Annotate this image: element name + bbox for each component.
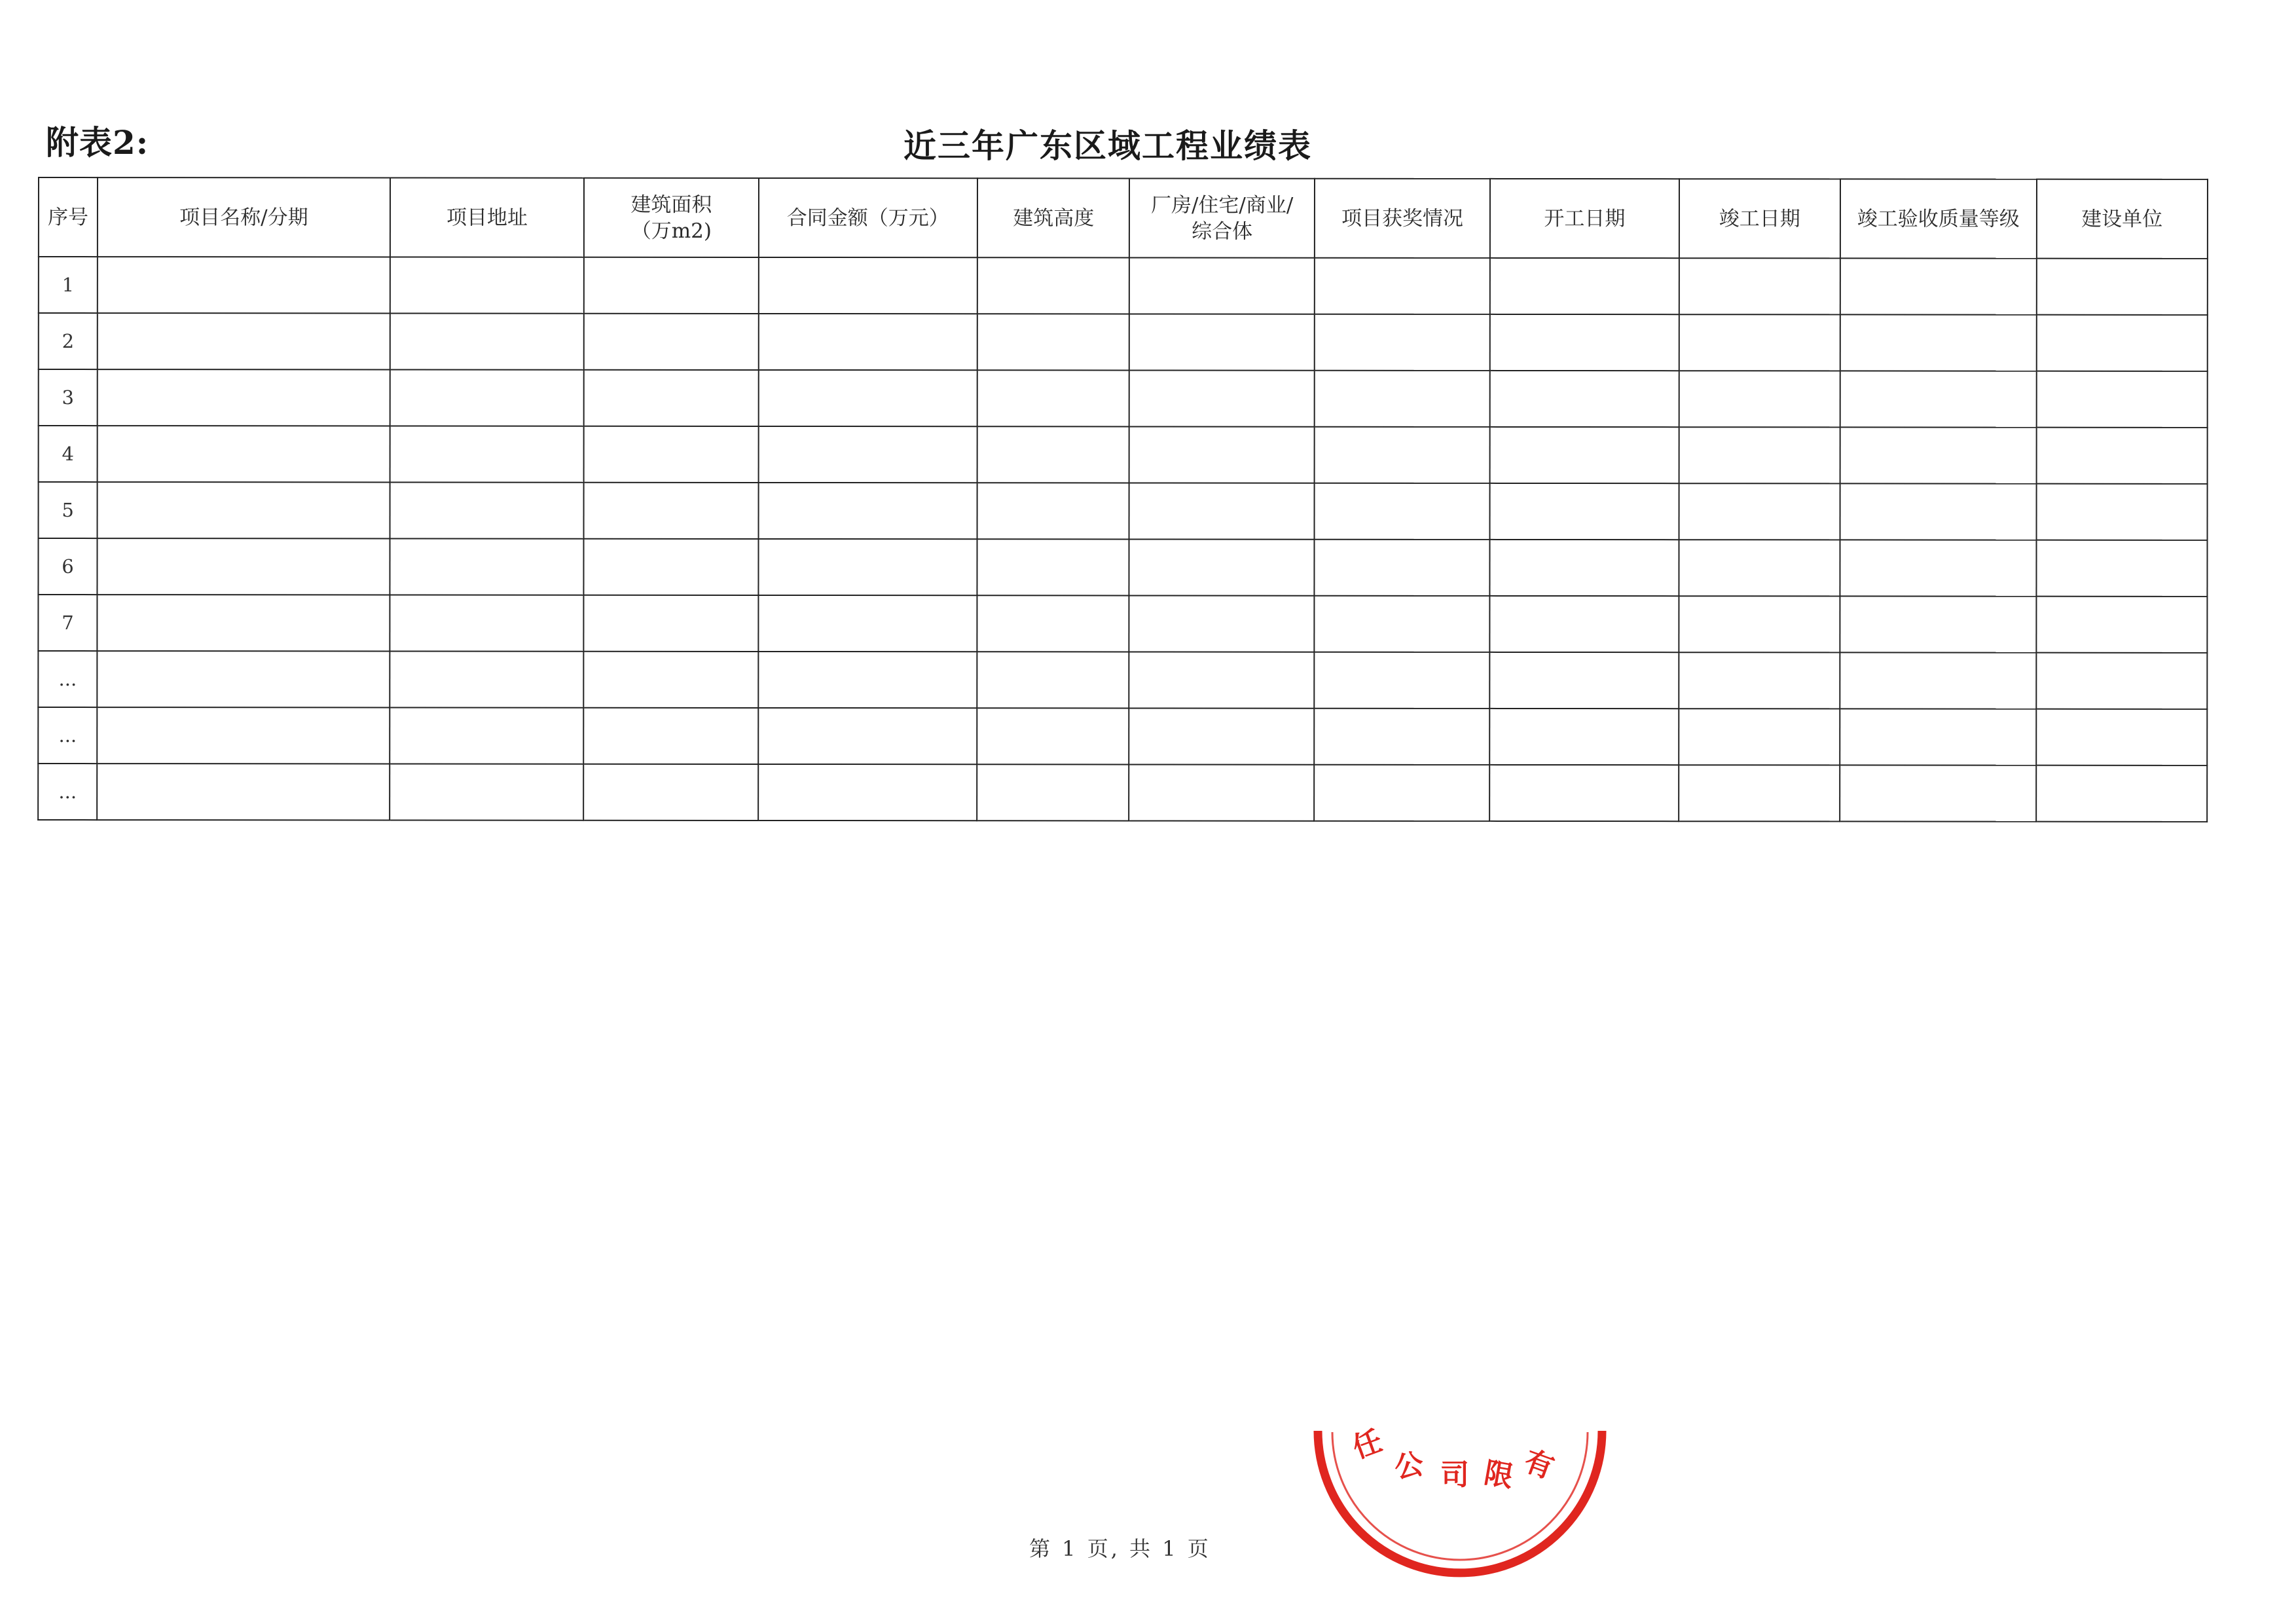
- empty-table-cell: [1129, 764, 1314, 821]
- empty-table-cell: [390, 651, 584, 707]
- empty-table-cell: [977, 483, 1129, 539]
- empty-table-cell: [2036, 766, 2208, 822]
- row-seq-cell: 6: [38, 538, 97, 595]
- empty-table-cell: [758, 708, 977, 764]
- empty-table-cell: [977, 708, 1129, 764]
- empty-table-cell: [1129, 708, 1314, 764]
- empty-table-cell: [977, 426, 1129, 483]
- row-seq-cell: 4: [39, 426, 98, 482]
- empty-table-cell: [1840, 483, 2037, 540]
- empty-table-cell: [758, 426, 977, 483]
- empty-table-cell: [97, 764, 390, 820]
- empty-table-cell: [1489, 765, 1678, 821]
- row-seq-cell: ...: [38, 707, 97, 764]
- column-header-start-date: 开工日期: [1490, 179, 1679, 258]
- column-header-building-type-line-1: 厂房/住宅/商业/: [1150, 193, 1294, 217]
- column-header-project-address: 项目地址: [390, 177, 585, 257]
- column-header-project-name: 项目名称/分期: [98, 177, 390, 257]
- table-row: [39, 426, 2208, 484]
- empty-table-cell: [758, 652, 977, 708]
- table-row: [39, 482, 2208, 540]
- table-row: [38, 595, 2207, 653]
- empty-table-cell: [584, 370, 758, 426]
- empty-table-cell: [977, 652, 1129, 708]
- table-header-row: [39, 177, 2208, 259]
- table-row: [39, 313, 2208, 371]
- column-header-contract-amount: 合同金额（万元）: [759, 178, 978, 257]
- empty-table-cell: [1840, 765, 2036, 821]
- empty-table-cell: [1314, 765, 1489, 821]
- attachment-label: 附表2:: [46, 123, 149, 162]
- empty-table-cell: [390, 257, 585, 313]
- empty-table-cell: [98, 426, 390, 482]
- empty-table-cell: [2036, 315, 2208, 371]
- empty-table-cell: [1314, 652, 1489, 709]
- empty-table-cell: [2036, 428, 2208, 484]
- empty-table-cell: [390, 764, 584, 820]
- table-row: [39, 369, 2208, 428]
- empty-table-cell: [1490, 540, 1679, 596]
- empty-table-cell: [1490, 652, 1679, 709]
- empty-table-cell: [1489, 709, 1678, 765]
- row-seq-cell: 5: [39, 482, 98, 538]
- column-header-building-height: 建筑高度: [977, 178, 1129, 257]
- empty-table-cell: [1490, 314, 1679, 371]
- empty-table-cell: [1679, 427, 1840, 483]
- empty-table-cell: [97, 707, 390, 764]
- empty-table-cell: [758, 483, 977, 539]
- column-header-owner-unit: 建设单位: [2036, 179, 2208, 259]
- empty-table-cell: [977, 314, 1129, 370]
- empty-table-cell: [1129, 652, 1314, 708]
- empty-table-cell: [390, 426, 584, 482]
- empty-table-cell: [98, 482, 390, 538]
- empty-table-cell: [1840, 540, 2037, 596]
- empty-table-cell: [758, 595, 977, 652]
- empty-table-cell: [584, 595, 758, 652]
- svg-text:任: 任: [1348, 1424, 1387, 1466]
- empty-table-cell: [758, 370, 977, 426]
- empty-table-cell: [1679, 709, 1840, 765]
- empty-table-cell: [1314, 709, 1489, 765]
- empty-table-cell: [584, 426, 758, 483]
- empty-table-cell: [584, 652, 758, 708]
- column-header-seq: 序号: [39, 177, 98, 257]
- empty-table-cell: [1840, 314, 2037, 371]
- column-header-building-area-line-1: 建筑面积: [630, 193, 712, 217]
- row-seq-cell: ...: [38, 764, 97, 820]
- empty-table-cell: [2036, 371, 2208, 428]
- empty-table-cell: [977, 257, 1129, 314]
- empty-table-cell: [2036, 484, 2208, 540]
- empty-table-cell: [1840, 371, 2037, 427]
- empty-table-cell: [584, 539, 758, 595]
- empty-table-cell: [2036, 653, 2208, 709]
- empty-table-cell: [1490, 371, 1679, 427]
- empty-table-cell: [977, 370, 1129, 426]
- empty-table-cell: [1490, 258, 1679, 314]
- empty-table-cell: [1679, 540, 1840, 596]
- table-row: [38, 538, 2207, 597]
- empty-table-cell: [977, 539, 1129, 595]
- empty-table-cell: [977, 595, 1129, 652]
- row-seq-cell: 2: [39, 313, 98, 369]
- empty-table-cell: [1679, 652, 1840, 709]
- empty-table-cell: [97, 595, 390, 651]
- empty-table-cell: [758, 257, 977, 314]
- empty-table-cell: [1129, 314, 1314, 370]
- row-seq-cell: ...: [38, 651, 97, 707]
- empty-table-cell: [390, 595, 584, 651]
- table-row: [39, 257, 2208, 315]
- empty-table-cell: [1679, 596, 1840, 652]
- page-number: 第 1 页, 共 1 页: [1029, 1536, 1211, 1561]
- svg-text:公: 公: [1392, 1447, 1427, 1485]
- empty-table-cell: [1314, 596, 1489, 652]
- empty-table-cell: [1679, 314, 1840, 371]
- column-header-awards: 项目获奖情况: [1315, 179, 1490, 258]
- empty-table-cell: [2036, 709, 2208, 766]
- empty-table-cell: [390, 538, 584, 595]
- empty-table-cell: [390, 707, 584, 764]
- row-seq-cell: 1: [39, 257, 98, 313]
- empty-table-cell: [1315, 258, 1490, 314]
- empty-table-cell: [98, 538, 390, 595]
- empty-table-cell: [1314, 483, 1489, 540]
- empty-table-cell: [1129, 426, 1314, 483]
- empty-table-cell: [2036, 540, 2208, 597]
- empty-table-cell: [584, 483, 758, 539]
- empty-table-cell: [1840, 427, 2037, 483]
- empty-table-cell: [1679, 483, 1840, 540]
- empty-table-cell: [584, 314, 758, 370]
- empty-table-cell: [390, 482, 584, 538]
- empty-table-cell: [1129, 539, 1314, 595]
- empty-table-cell: [1129, 595, 1314, 652]
- empty-table-cell: [1314, 427, 1489, 483]
- empty-table-cell: [1490, 596, 1679, 652]
- empty-table-cell: [1129, 370, 1314, 426]
- empty-table-cell: [1679, 258, 1840, 314]
- empty-table-cell: [390, 369, 584, 426]
- column-header-quality-grade: 竣工验收质量等级: [1840, 179, 2037, 258]
- row-seq-cell: 7: [38, 595, 97, 651]
- empty-table-cell: [758, 314, 977, 370]
- empty-table-cell: [1840, 709, 2036, 765]
- table-row: [38, 764, 2207, 822]
- column-header-building-area-line-2: （万m2): [630, 219, 712, 243]
- empty-table-cell: [758, 764, 977, 821]
- empty-table-cell: [977, 764, 1129, 821]
- empty-table-cell: [2036, 597, 2208, 653]
- seal-text: [1348, 1424, 1558, 1494]
- empty-table-cell: [2036, 259, 2208, 315]
- column-header-building-type-line-2: 综合体: [1192, 219, 1253, 244]
- svg-text:有: 有: [1520, 1444, 1559, 1486]
- svg-text:限: 限: [1482, 1456, 1516, 1494]
- empty-table-cell: [98, 313, 390, 369]
- table-row: [38, 707, 2207, 766]
- empty-table-cell: [1129, 483, 1314, 539]
- table-body: [38, 257, 2208, 822]
- svg-text:司: 司: [1440, 1458, 1469, 1492]
- document-title: 近三年广东区域工程业绩表: [903, 126, 1312, 165]
- column-header-building-area: [584, 178, 758, 257]
- empty-table-cell: [1129, 257, 1314, 314]
- empty-table-cell: [583, 708, 757, 764]
- column-header-completion-date: 竣工日期: [1679, 179, 1840, 258]
- row-seq-cell: 3: [39, 369, 98, 426]
- empty-table-cell: [1315, 371, 1490, 427]
- empty-table-cell: [1679, 371, 1840, 427]
- empty-table-cell: [98, 369, 390, 426]
- table-row: [38, 651, 2207, 709]
- empty-table-cell: [1840, 258, 2037, 314]
- empty-table-cell: [758, 539, 977, 595]
- empty-table-cell: [584, 257, 758, 314]
- empty-table-cell: [1490, 483, 1679, 540]
- empty-table-cell: [1315, 314, 1490, 371]
- empty-table-cell: [98, 257, 390, 313]
- empty-table-cell: [390, 313, 585, 369]
- column-header-building-type: [1129, 178, 1315, 257]
- empty-table-cell: [1840, 652, 2036, 709]
- empty-table-cell: [583, 764, 757, 821]
- empty-table-cell: [1840, 596, 2036, 652]
- performance-table: [37, 177, 2208, 822]
- empty-table-cell: [1679, 765, 1840, 821]
- empty-table-cell: [1490, 427, 1679, 483]
- empty-table-cell: [97, 651, 390, 707]
- company-seal: [1306, 1418, 1614, 1581]
- empty-table-cell: [1314, 540, 1489, 596]
